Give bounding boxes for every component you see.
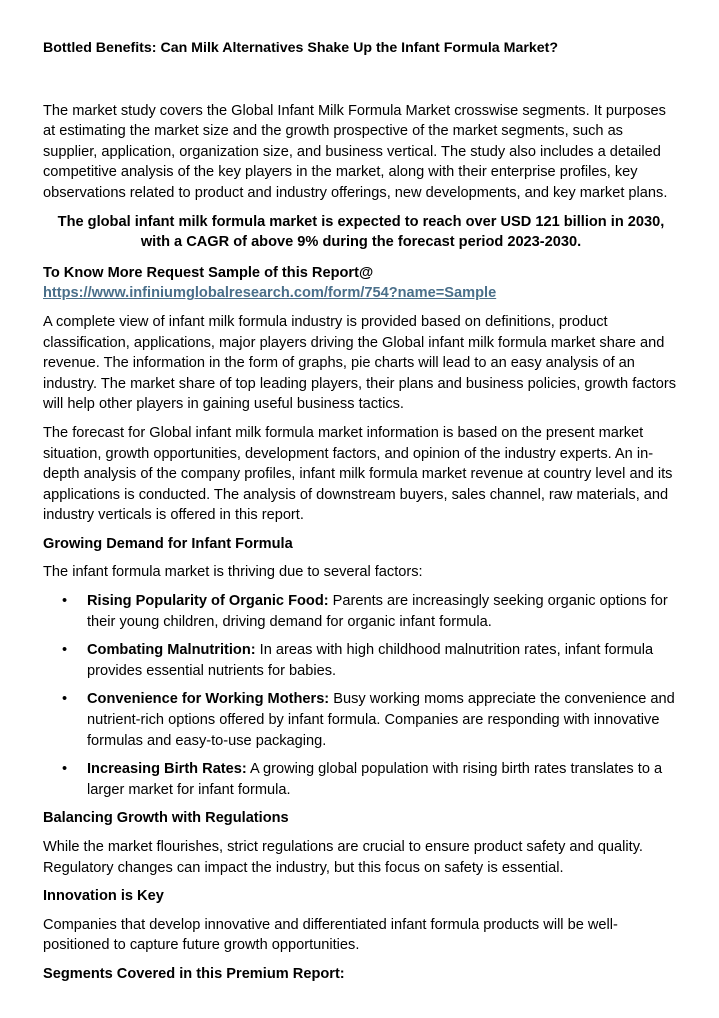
list-item [43, 640, 679, 681]
intro-paragraph: The market study covers the Global Infant Milk Formula Market crosswise segments. It purposes at estimating the market size and the growth prospective of the market segments, such as supplier, application, organization size, and business vertical. The study also includes a detailed competitive analysis of the key players in the market, along with their enterprise profiles, key observations related to product and industry offerings, new developments, and key market plans. [43, 102, 668, 201]
innovation-paragraph: Companies that develop innovative and differentiated infant formula products will be well-positioned to capture future growth opportunities. [43, 916, 618, 954]
list-item-text: Busy working moms appreciate the convenience and nutrient-rich options offered by infant formula. Companies are responding with innovative formulas and easy-to-use packaging. [87, 691, 675, 749]
list-item-label: Convenience for Working Mothers: [87, 691, 330, 708]
list-item-text: A growing global population with rising birth rates translates to a larger market for infant formula. [87, 761, 663, 798]
list-item [43, 759, 679, 800]
demand-factors-list [43, 591, 679, 800]
request-sample-block [43, 263, 679, 304]
highlight-statement: The global infant milk formula market is expected to reach over USD 121 billion in 2030, with a CAGR of above 9% during the forecast period 2023-2030. [57, 213, 665, 251]
list-item-text: Parents are increasingly seeking organic options for their young children, driving demand for organic infant formula. [87, 593, 668, 630]
section-heading-segments: Segments Covered in this Premium Report: [43, 965, 345, 982]
section-heading-regulations: Balancing Growth with Regulations [43, 810, 289, 827]
document-page [43, 38, 679, 993]
regulations-paragraph: While the market flourishes, strict regulations are crucial to ensure product safety and quality. Regulatory changes can impact the industry, but this focus on safety is essential. [43, 839, 643, 876]
bullet-icon: • [62, 761, 68, 778]
bullet-icon: • [62, 642, 68, 659]
list-item-label: Increasing Birth Rates: [87, 761, 247, 778]
demand-lead-paragraph: The infant formula market is thriving due to several factors: [43, 564, 423, 581]
document-title: Bottled Benefits: Can Milk Alternatives Shake Up the Infant Formula Market? [43, 40, 559, 56]
section-heading-demand: Growing Demand for Infant Formula [43, 535, 293, 552]
section-heading-innovation: Innovation is Key [43, 888, 164, 905]
list-item [43, 591, 679, 632]
request-sample-label: To Know More Request Sample of this Report@ [43, 264, 374, 281]
bullet-icon: • [62, 691, 68, 708]
forecast-paragraph: The forecast for Global infant milk formula market information is based on the present market situation, growth opportunities, development factors, and opinion of the industry experts. An in-depth analysis of the company profiles, infant milk formula market revenue at country level and its applications is conducted. The analysis of downstream buyers, sales channel, raw materials, and industry verticals is offered in this report. [43, 424, 673, 524]
list-item-label: Rising Popularity of Organic Food: [87, 593, 329, 610]
list-item-label: Combating Malnutrition: [87, 642, 256, 659]
industry-overview-paragraph: A complete view of infant milk formula industry is provided based on definitions, product classification, applications, major players driving the Global infant milk formula market share and revenue. The information in the form of graphs, pie charts will lead to an easy analysis of an industry. The market share of top leading players, their plans and business policies, growth factors will help other players in gaining useful business tactics. [43, 313, 676, 413]
list-item [43, 689, 679, 751]
request-sample-link[interactable]: https://www.infiniumglobalresearch.com/form/754?name=Sample [43, 285, 497, 302]
list-item-text: In areas with high childhood malnutrition rates, infant formula provides essential nutrients for babies. [87, 642, 654, 679]
bullet-icon: • [62, 593, 68, 610]
